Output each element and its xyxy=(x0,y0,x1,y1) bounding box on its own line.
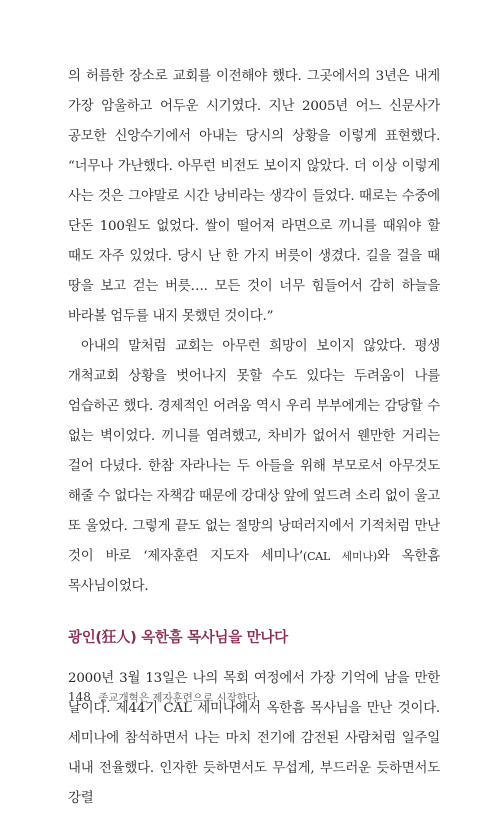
section-heading: 광인(狂人) 옥한흠 목사님을 만나다 xyxy=(68,630,288,646)
paragraph-1: 의 허름한 장소로 교회를 이전해야 했다. 그곳에서의 3년은 내게 가장 암울하고 어두운 시기였다. 지난 2005년 어느 신문사가 공모한 신앙수기에서 아내는 당시의 상황을 이렇게 표현했다. “너무나 가난했다. 아무런 비전도 보이지 않았다. 더 이상 이렇게 사는 것은 그야말로 시간 낭비라는 생각이 들었다. 때로는 수중에 단돈 100원도 없었다. 쌀이 떨어져 라면으로 끼니를 때워야 할 때도 자주 있었다. 당시 난 한 가지 버릇이 생겼다. 길을 걸을 때 땅을 보고 걷는 버릇…. 모든 것이 너무 힘들어서 감히 하늘을 바라볼 엄두를 내지 못했던 것이다.” xyxy=(68,69,440,324)
page-footer xyxy=(68,690,257,705)
paragraph-2 xyxy=(68,332,440,602)
paragraph-2-small: (CAL 세미나) xyxy=(303,550,377,563)
page-number: 148 xyxy=(68,690,91,704)
book-title: 종교개혁은 제자훈련으로 시작한다 xyxy=(98,692,258,704)
paragraph-2-end: 와 옥한흠 목사님이었다. xyxy=(68,549,441,594)
paragraph-3: 2000년 3월 13일은 나의 목회 여정에서 가장 기억에 남을 만한 날이다. 제44기 CAL 세미나에서 옥한흠 목사님을 만난 것이다. 세미나에 참석하면서 나는 마치 전기에 감전된 사람처럼 일주일 내내 전율했다. 인자한 듯하면서도 무섭게, 부드러운 듯하면서도 강렬 xyxy=(68,671,440,806)
paragraph-2-main: 아내의 말처럼 교회는 아무런 희망이 보이지 않았다. 평생 개척교회 상황을 벗어나지 못할 수도 있다는 두려움이 나를 엄습하곤 했다. 경제적인 어려움 역시 우리 부부에게는 감당할 수 없는 벽이었다. 끼니를 염려했고, 차비가 없어서 웬만한 거리는 걸어 다녔다. 한참 자라나는 두 아들을 위해 부모로서 아무것도 해줄 수 없다는 자책감 때문에 강대상 앞에 엎드려 소리 없이 울고 또 울었다. 그렇게 끝도 없는 절망의 낭떠러지에서 기적처럼 만난 것이 바로 ‘제자훈련 지도자 세미나’ xyxy=(68,339,440,564)
